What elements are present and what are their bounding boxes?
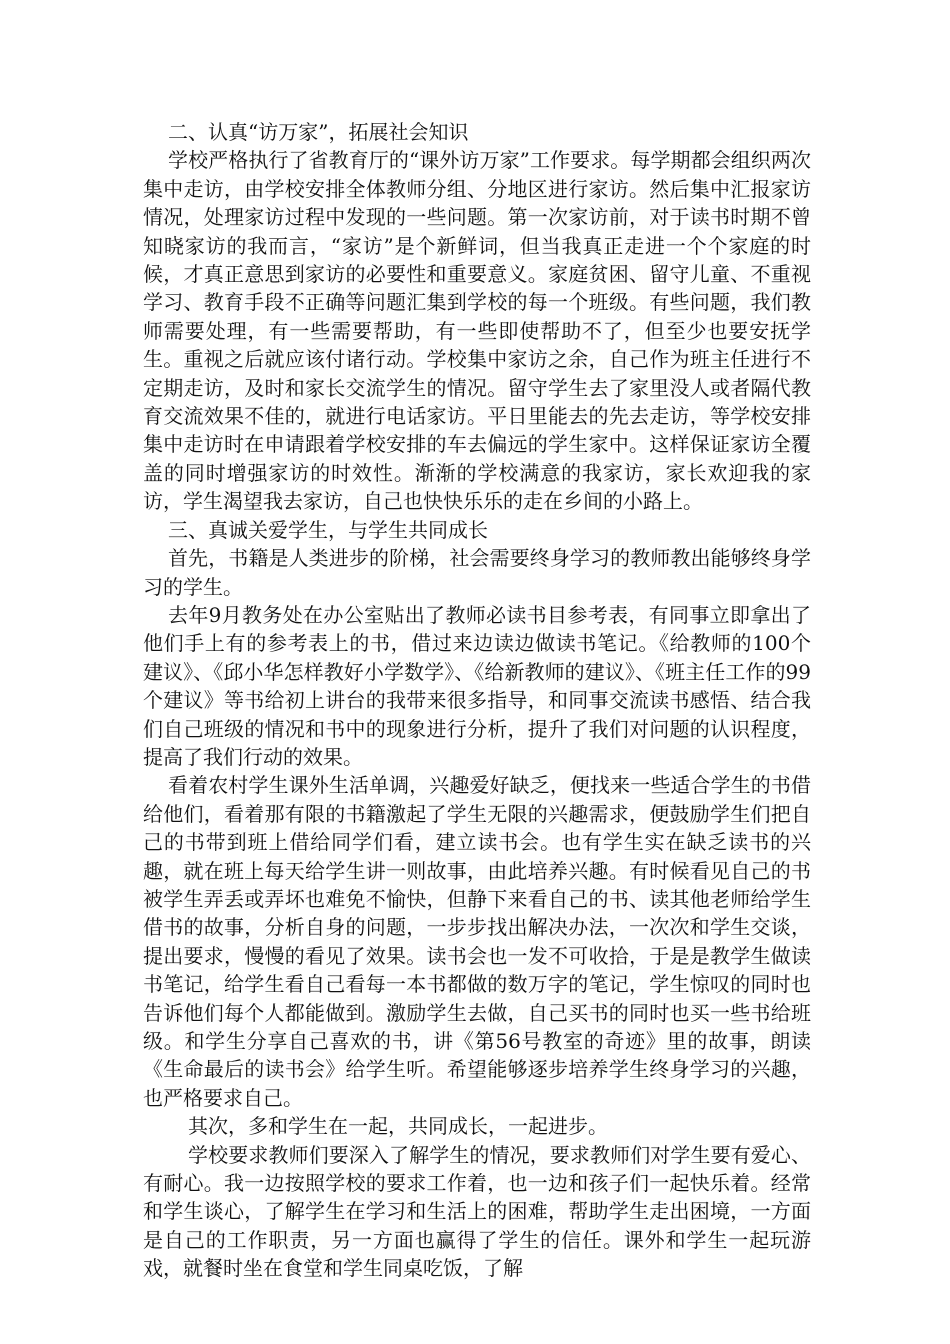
section-3-paragraph-1: 首先，书籍是人类进步的阶梯，社会需要终身学习的教师教出能够终身学习的学生。 (143, 546, 811, 599)
section-heading-2: 二、认真“访万家”，拓展社会知识 (168, 120, 469, 144)
document-body (143, 118, 811, 1283)
section-3-paragraph-5: 学校要求教师们要深入了解学生的情况，要求教师们对学生要有爱心、有耐心。我一边按照学校的要求工作着，也一边和孩子们一起快乐着。经常和学生谈心，了解学生在学习和生活上的困难，帮助学生走出困境，一方面是自己的工作职责，另一方面也赢得了学生的信任。课外和学生一起玩游戏，就餐时坐在食堂和学生同桌吃饭，了解 (143, 1142, 811, 1281)
section-3-paragraph-4: 其次，多和学生在一起，共同成长，一起进步。 (188, 1114, 608, 1139)
section-3-paragraph-2: 去年9月教务处在办公室贴出了教师必读书目参考表，有同事立即拿出了他们手上有的参考表上的书，借过来边读边做读书笔记。《给教师的100个建议》、《邱小华怎样教好小学数学》、《给新教师的建议》、《班主任工作的99个建议》等书给初上讲台的我带来很多指导，和同事交流读书感悟、结合我们自己班级的情况和书中的现象进行分析，提升了我们对问题的认识程度，提高了我们行动的效果。 (143, 602, 811, 769)
section-3-paragraph-3: 看着农村学生课外生活单调，兴趣爱好缺乏，便找来一些适合学生的书借给他们，看着那有限的书籍激起了学生无限的兴趣需求，便鼓励学生们把自己的书带到班上借给同学们看，建立读书会。也有学生实在缺乏读书的兴趣，就在班上每天给学生讲一则故事，由此培养兴趣。有时候看见自己的书被学生弄丢或弄坏也难免不愉快，但静下来看自己的书、读其他老师给学生借书的故事，分析自身的问题，一步步找出解决办法，一次次和学生交谈，提出要求，慢慢的看见了效果。读书会也一发不可收拾，于是是教学生做读书笔记，给学生看自己看每一本书都做的数万字的笔记，学生惊叹的同时也告诉他们每个人都能做到。激励学生去做，自己买书的同时也买一些书给班级。和学生分享自己喜欢的书，讲《第56号教室的奇迹》里的故事，朗读《生命最后的读书会》给学生听。希望能够逐步培养学生终身学习的兴趣，也严格要求自己。 (143, 773, 811, 1110)
section-2-paragraph: 学校严格执行了省教育厅的“课外访万家”工作要求。每学期都会组织两次集中走访，由学校安排全体教师分组、分地区进行家访。然后集中汇报家访情况，处理家访过程中发现的一些问题。第一次家访前，对于读书时期不曾知晓家访的我而言，“家访”是个新鲜词，但当我真正走进一个个家庭的时候，才真正意思到家访的必要性和重要意义。家庭贫困、留守儿童、不重视学习、教育手段不正确等问题汇集到学校的每一个班级。有些问题，我们教师需要处理，有一些需要帮助，有一些即使帮助不了，但至少也要安抚学生。重视之后就应该付诸行动。学校集中家访之余，自己作为班主任进行不定期走访，及时和家长交流学生的情况。留守学生去了家里没人或者隔代教育交流效果不佳的，就进行电话家访。平日里能去的先去走访，等学校安排集中走访时在申请跟着学校安排的车去偏远的学生家中。这样保证家访全覆盖的同时增强家访的时效性。渐渐的学校满意的我家访，家长欢迎我的家访，学生渴望我去家访，自己也快快乐乐的走在乡间的小路上。 (143, 148, 811, 514)
section-heading-3: 三、真诚关爱学生，与学生共同成长 (168, 517, 488, 542)
